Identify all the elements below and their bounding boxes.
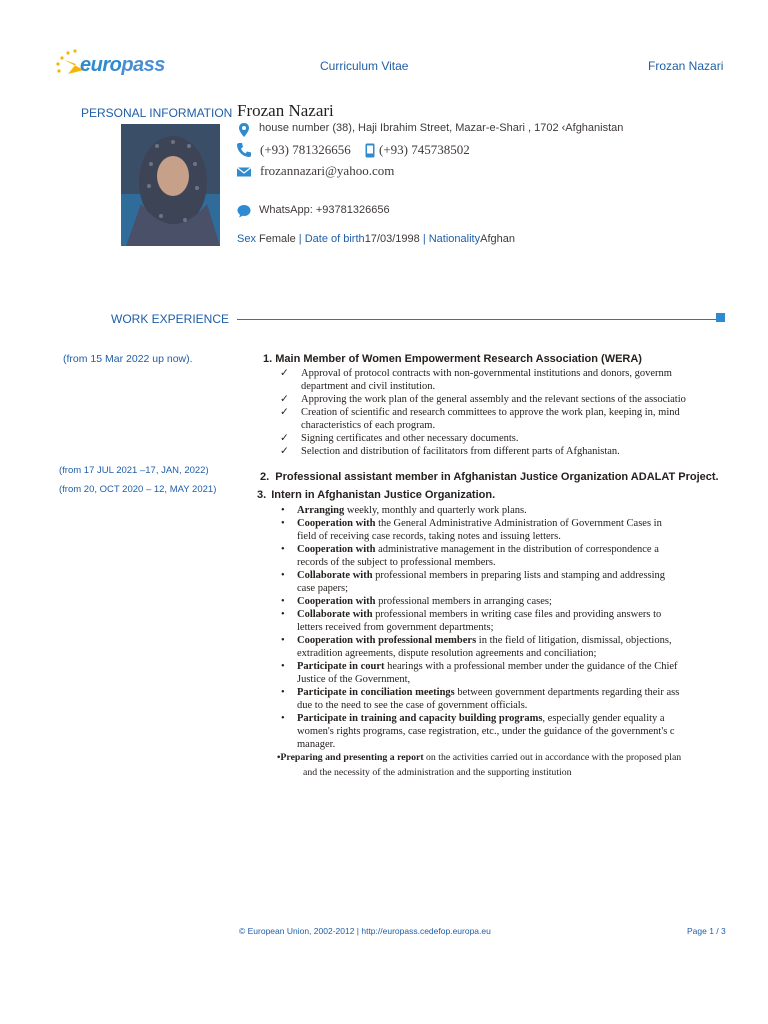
work-experience-label: WORK EXPERIENCE: [111, 312, 230, 326]
job3-task-list: [281, 504, 725, 751]
dob-value: 17/03/1998: [364, 233, 420, 245]
job3-task-cont: women's rights programs, case registration, etc., under the guidance of the government's c: [297, 726, 675, 737]
footer-copyright[interactable]: © European Union, 2002-2012 | http://europass.cedefop.europa.eu: [239, 926, 491, 936]
doc-title: Curriculum Vitae: [320, 59, 409, 73]
bullet-icon: •: [281, 661, 285, 672]
job3-task: • Participate in conciliation meetings between government departments regarding their ass: [281, 687, 680, 698]
section-rule-marker: [716, 313, 725, 322]
job2-number: 2.: [260, 471, 270, 483]
job3-task-cont: case papers;: [297, 583, 349, 594]
job3-task-cont: Justice of the Government,: [297, 674, 411, 685]
checkmark-icon: ✓: [280, 433, 289, 444]
email-icon: [236, 164, 252, 180]
report-task-text: on the activities carried out in accordance with the proposed plan: [423, 752, 682, 763]
bullet-icon: •: [281, 635, 285, 646]
job1-task-cont: characteristics of each program.: [301, 420, 436, 431]
job1-task-list: [280, 367, 725, 458]
personal-details-row: [237, 233, 515, 245]
job3-task-cont: manager.: [297, 739, 336, 750]
checkmark-icon: ✓: [280, 394, 289, 405]
europass-logo: [54, 48, 164, 82]
job3-task-cont: letters received from government departments;: [297, 622, 494, 633]
personal-info-label: PERSONAL INFORMATION: [81, 106, 233, 120]
job1-task-cont: department and civil institution.: [301, 381, 436, 392]
report-task-cont: and the necessity of the administration and the supporting institution: [303, 767, 572, 778]
mobile-number[interactable]: (+93) 745738502: [379, 142, 470, 157]
job3-task: • Cooperation with professional members in the field of litigation, dismissal, objections,: [281, 635, 672, 646]
mobile-phone-icon: [364, 143, 376, 158]
dob-label: | Date of birth: [298, 233, 365, 245]
sex-value: Female: [259, 233, 296, 245]
phone-icon: [236, 142, 252, 158]
job3-date: (from 20, OCT 2020 – 12, MAY 2021): [59, 484, 217, 495]
phone-number[interactable]: (+93) 781326656: [260, 142, 351, 157]
address: house number (38), Haji Ibrahim Street, Mazar-e-Shari , 1702 ‹Afghanistan: [259, 122, 624, 134]
job1-task: ✓ Approving the work plan of the general assembly and the relevant sections of the associatio: [280, 394, 686, 405]
job1-date: (from 15 Mar 2022 up now).: [63, 353, 193, 365]
location-pin-icon: [236, 122, 252, 138]
job3-title: Intern in Afghanistan Justice Organization.: [271, 489, 496, 501]
job3-task: • Collaborate with professional members in writing case files and providing answers to: [281, 609, 662, 620]
bullet-icon: •: [281, 505, 285, 516]
job3-task-cont: records of the subject to professional members.: [297, 557, 496, 568]
bullet-icon: •: [281, 713, 285, 724]
bullet-icon: •: [281, 544, 285, 555]
job3-number: 3.: [257, 489, 267, 501]
checkmark-icon: ✓: [280, 368, 289, 379]
job3-title-row: [257, 489, 495, 501]
logo-pass: pass: [121, 54, 165, 76]
checkmark-icon: ✓: [280, 446, 289, 457]
job3-task: • Collaborate with professional members in preparing lists and stamping and addressing: [281, 570, 666, 581]
job3-task: • Cooperation with the General Administrative Administration of Government Cases in: [281, 518, 662, 529]
job3-task: • Cooperation with professional members in arranging cases;: [281, 596, 552, 607]
job3-task: • Participate in training and capacity building programs, especially gender equality a: [281, 713, 665, 724]
chat-bubble-icon: [236, 203, 252, 219]
job2-date: (from 17 JUL 2021 –17, JAN, 2022): [59, 465, 209, 476]
report-task: [277, 751, 725, 764]
nationality-value: Afghan: [480, 233, 516, 245]
job3-task-cont: due to the need to see the case of government officials.: [297, 700, 528, 711]
job2-title-row: [260, 471, 719, 483]
profile-photo: [121, 124, 220, 246]
job1-task: ✓ Approval of protocol contracts with non-governmental institutions and donors, governm: [280, 368, 672, 379]
bullet-icon: •: [281, 570, 285, 581]
whatsapp-contact[interactable]: WhatsApp: +93781326656: [259, 204, 390, 216]
report-task-bold: •Preparing and presenting a report: [277, 752, 424, 763]
bullet-icon: •: [281, 609, 285, 620]
job1-task: ✓ Creation of scientific and research committees to approve the work plan, keeping in, mind: [280, 407, 680, 418]
job1-task: ✓ Signing certificates and other necessary documents.: [280, 433, 519, 444]
job3-task-cont: field of receiving case records, taking notes and issuing letters.: [297, 531, 561, 542]
nationality-label: | Nationality: [422, 233, 481, 245]
person-name: Frozan Nazari: [237, 101, 334, 120]
bullet-icon: •: [281, 596, 285, 607]
bullet-icon: •: [281, 687, 285, 698]
job1-task: ✓ Selection and distribution of facilitators from different parts of Afghanistan.: [280, 446, 620, 457]
job2-title: Professional assistant member in Afghanistan Justice Organization ADALAT Project.: [275, 471, 719, 483]
checkmark-icon: ✓: [280, 407, 289, 418]
section-rule: [237, 319, 717, 320]
job3-task: • Cooperation with administrative management in the distribution of correspondence a: [281, 544, 659, 555]
bullet-icon: •: [281, 518, 285, 529]
header-person-name: Frozan Nazari: [648, 59, 724, 73]
logo-euro: euro: [80, 54, 122, 76]
job3-task-cont: extradition agreements, dispute resolution agreements and conciliation;: [297, 648, 597, 659]
email-address[interactable]: frozannazari@yahoo.com: [260, 163, 395, 178]
job3-task: • Participate in court hearings with a professional member under the guidance of the Chief: [281, 661, 678, 672]
job1-title: 1. Main Member of Women Empowerment Research Association (WERA): [263, 353, 642, 365]
sex-label: Sex: [237, 233, 256, 245]
job3-task: • Arranging weekly, monthly and quarterly work plans.: [281, 505, 527, 516]
page-number: Page 1 / 3: [687, 926, 726, 936]
